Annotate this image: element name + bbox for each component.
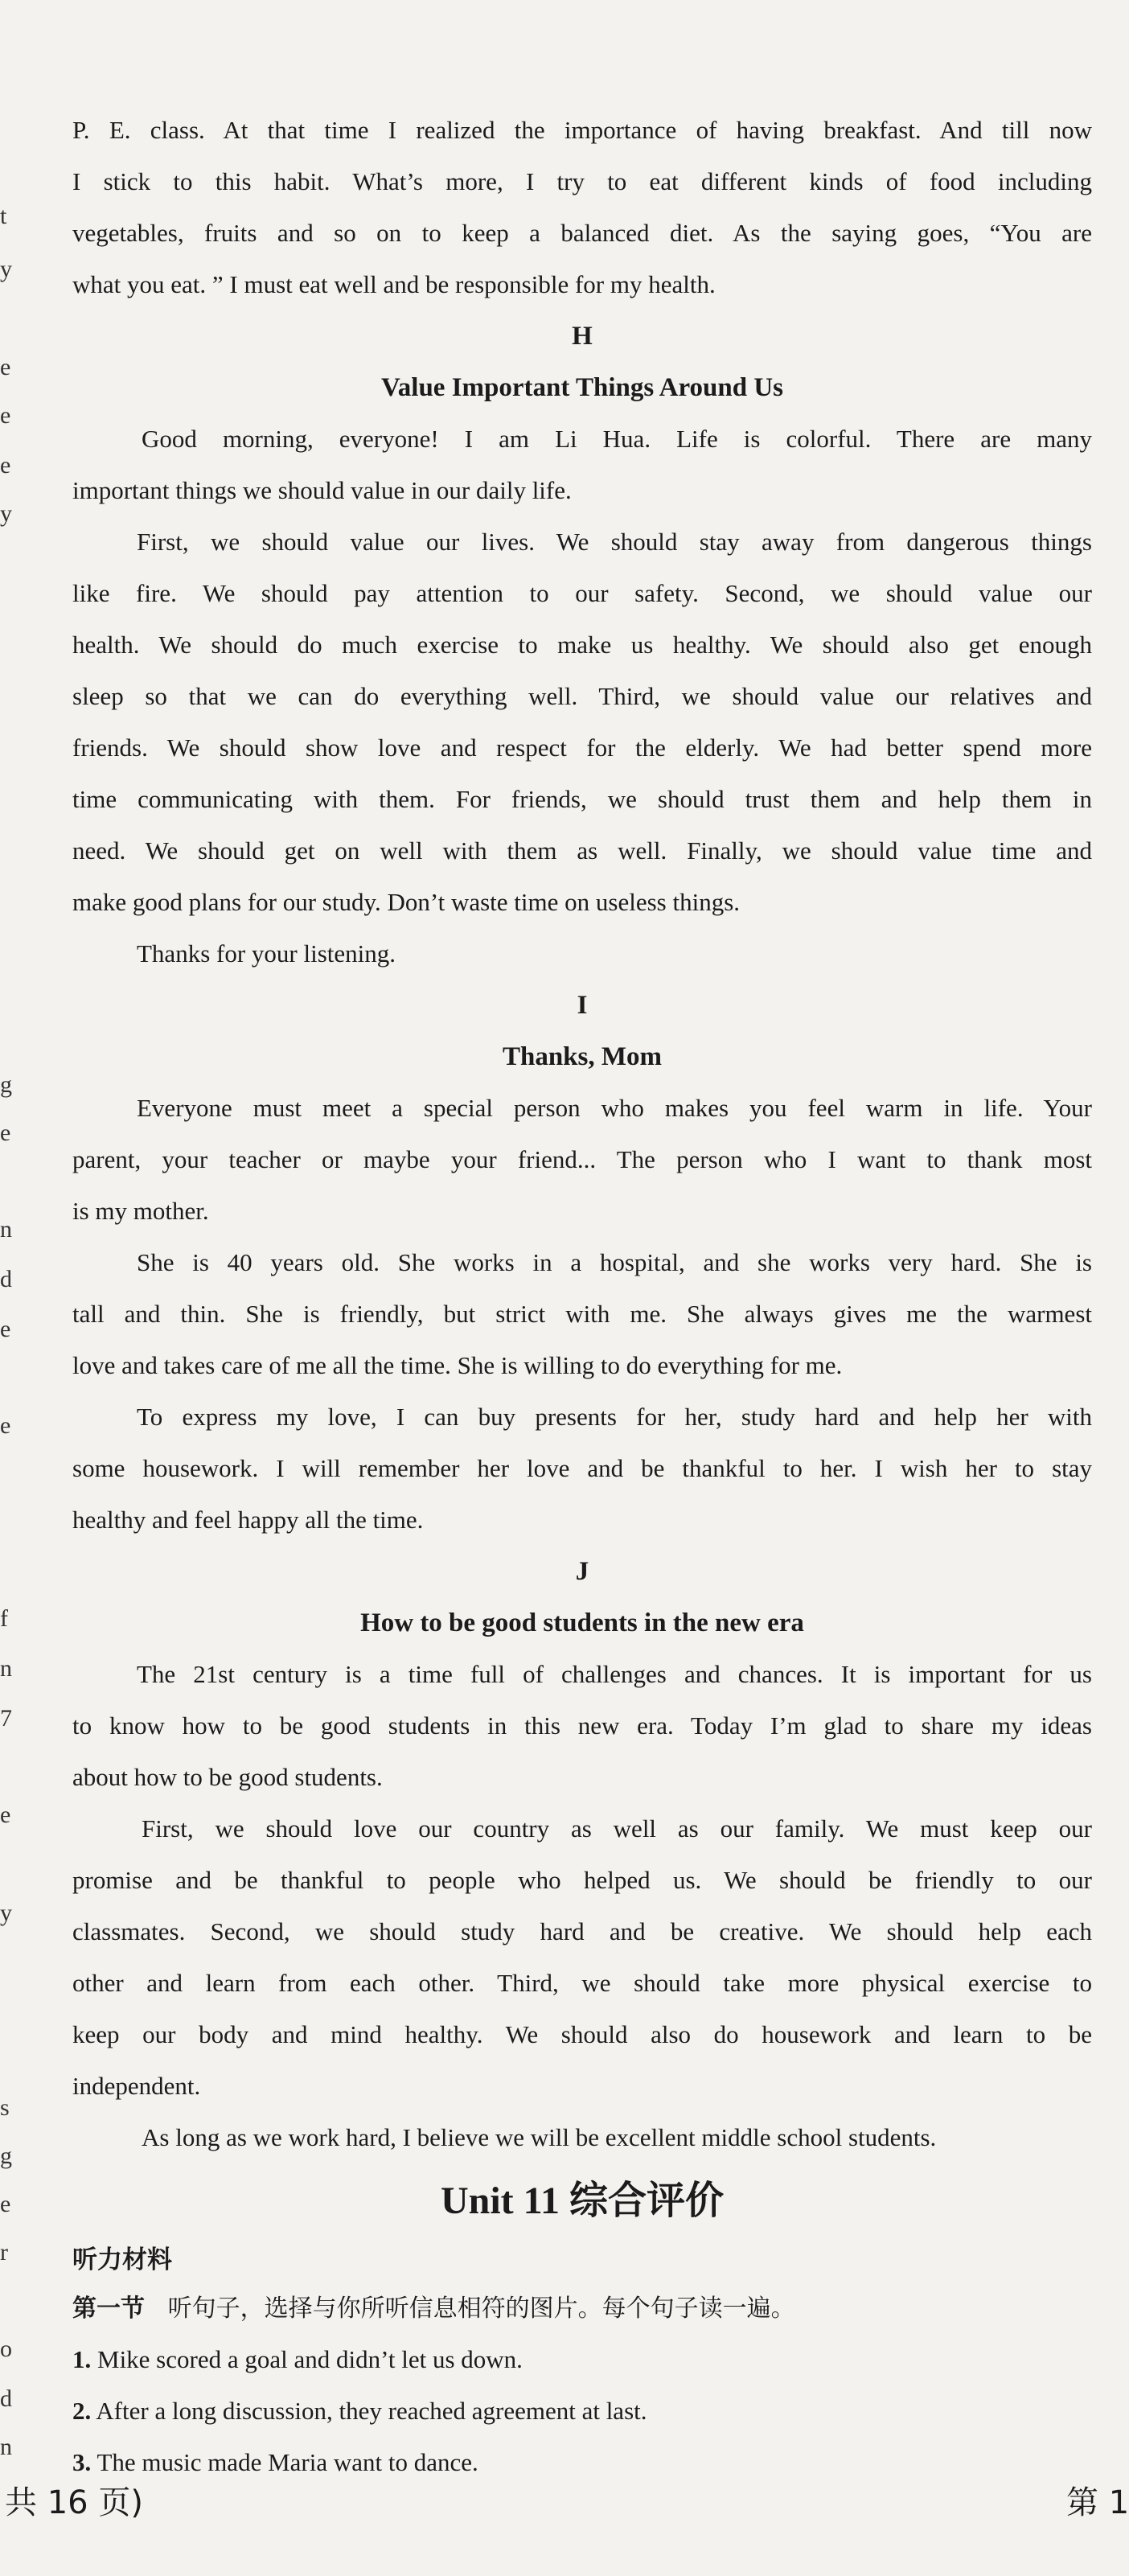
text-line: independent. — [72, 2072, 201, 2100]
text-line: To express my love, I can buy presents for her, study hard and help her with — [137, 1403, 1092, 1431]
text-line: First, we should love our country as well as our family. We must keep our — [142, 1814, 1092, 1843]
text-line: She is 40 years old. She works in a hospital, and she works very hard. She is — [137, 1248, 1092, 1276]
text-line: Good morning, everyone! I am Li Hua. Life is colorful. There are many — [142, 425, 1092, 453]
text-line: First, we should value our lives. We should stay away from dangerous things — [137, 528, 1092, 556]
text-line: Everyone must meet a special person who makes you feel warm in life. Your — [137, 1094, 1092, 1122]
item-text: Mike scored a goal and didn’t let us down. — [97, 2345, 523, 2373]
text-line: like fire. We should pay attention to our safety. Second, we should value our — [72, 579, 1092, 607]
margin-fragment: y — [0, 500, 12, 527]
item-number: 3 — [72, 2448, 85, 2476]
text-line: healthy and feel happy all the time. — [72, 1506, 424, 1534]
text-line: The 21st century is a time full of challenges and chances. It is important for us — [137, 1660, 1092, 1688]
section-i — [72, 980, 1092, 1546]
part-label: 第一节 — [72, 2295, 145, 2323]
text-line: tall and thin. She is friendly, but strict with me. She always gives me the warmest — [72, 1300, 1092, 1328]
unit-section — [72, 2167, 1092, 2488]
section-letter: H — [572, 322, 593, 351]
text-line: other and learn from each other. Third, we should take more physical exercise to — [72, 1969, 1092, 1997]
margin-fragment: e — [0, 1802, 11, 1828]
list-item: 2. After a long discussion, they reached agreement at last. — [72, 2397, 647, 2425]
page-count-footer: 共 16 页) — [5, 2484, 143, 2521]
margin-fragment: g — [0, 1071, 12, 1098]
margin-fragment: y — [0, 256, 12, 282]
section-j — [72, 1546, 1092, 2163]
margin-fragment: o — [0, 2336, 12, 2362]
margin-fragment: e — [0, 402, 11, 429]
text-line: to know how to be good students in this new era. Today I’m glad to share my ideas — [72, 1711, 1092, 1740]
margin-fragment: y — [0, 1900, 12, 1926]
text-line: parent, your teacher or maybe your friend... The person who I want to thank most — [72, 1145, 1092, 1173]
text-line: P. E. class. At that time I realized the importance of having breakfast. And till now — [72, 116, 1092, 144]
listening-heading: 听力材料 — [72, 2245, 172, 2274]
text-line: make good plans for our study. Don’t waste time on useless things. — [72, 888, 741, 916]
margin-fragment: t — [0, 203, 7, 229]
text-line: friends. We should show love and respect for the elderly. We had better spend more — [72, 733, 1092, 762]
text-line: health. We should do much exercise to make us healthy. We should also get enough — [72, 631, 1092, 659]
margin-fragment: 7 — [0, 1705, 12, 1732]
text-line: about how to be good students. — [72, 1763, 383, 1791]
text-line: I stick to this habit. What’s more, I try to eat different kinds of food including — [72, 167, 1092, 195]
section-title: Thanks, Mom — [502, 1042, 663, 1071]
section-letter: J — [575, 1557, 589, 1586]
part-instruction-text: 听句子，选择与你所听信息相符的图片。每个句子读一遍。 — [167, 2295, 795, 2323]
page-number-footer: 第 1 — [1066, 2484, 1129, 2521]
section-h — [72, 310, 1092, 980]
margin-fragment: s — [0, 2094, 10, 2121]
text-line: love and takes care of me all the time. She is willing to do everything for me. — [72, 1351, 843, 1379]
margin-fragment: r — [0, 2239, 8, 2266]
margin-fragment: n — [0, 1216, 12, 1243]
unit-title: Unit 11 综合评价 — [440, 2180, 725, 2222]
text-line: classmates. Second, we should study hard and be creative. We should help each — [72, 1917, 1092, 1945]
item-text: The music made Maria want to dance. — [96, 2448, 478, 2476]
part-instruction — [72, 2284, 1092, 2334]
margin-fragment: d — [0, 1266, 12, 1292]
text-line: sleep so that we can do everything well. Third, we should value our relatives and — [72, 682, 1092, 710]
section-letter: I — [577, 991, 588, 1020]
text-line: vegetables, fruits and so on to keep a balanced diet. As the saying goes, “You are — [72, 219, 1092, 247]
section-title: How to be good students in the new era — [360, 1608, 804, 1637]
list-item: 3. The music made Maria want to dance. — [72, 2448, 478, 2476]
text-line: some housework. I will remember her love and be thankful to her. I wish her to stay — [72, 1454, 1092, 1482]
section-title: Value Important Things Around Us — [380, 373, 784, 402]
margin-fragment: e — [0, 1412, 11, 1439]
text-line: what you eat. ” I must eat well and be responsible for my health. — [72, 270, 716, 298]
text-line: need. We should get on well with them as well. Finally, we should value time and — [72, 836, 1092, 865]
margin-fragment: e — [0, 1120, 11, 1146]
margin-fragment: e — [0, 2191, 11, 2217]
text-line: time communicating with them. For friends, we should trust them and help them in — [72, 785, 1092, 813]
item-number: 1 — [72, 2345, 85, 2373]
margin-fragment: e — [0, 452, 11, 479]
text-line: promise and be thankful to people who helped us. We should be friendly to our — [72, 1866, 1092, 1894]
list-item: 1. Mike scored a goal and didn’t let us down. — [72, 2345, 523, 2373]
document-body — [72, 105, 1092, 2488]
passage-g-tail — [72, 105, 1092, 310]
margin-fragment: d — [0, 2385, 12, 2412]
item-number: 2 — [72, 2397, 85, 2425]
margin-fragment: f — [0, 1605, 8, 1632]
item-text: After a long discussion, they reached agreement at last. — [96, 2397, 647, 2425]
text-line: is my mother. — [72, 1197, 209, 1225]
text-line: important things we should value in our daily life. — [72, 476, 572, 504]
margin-fragment: n — [0, 1655, 12, 1682]
text-line: Thanks for your listening. — [137, 939, 396, 968]
text-line: As long as we work hard, I believe we will be excellent middle school students. — [142, 2123, 937, 2151]
margin-fragment: g — [0, 2143, 12, 2169]
text-line: keep our body and mind healthy. We should also do housework and learn to be — [72, 2020, 1092, 2048]
margin-fragment: e — [0, 1316, 11, 1342]
margin-fragment: e — [0, 354, 11, 380]
margin-fragment: n — [0, 2434, 12, 2460]
